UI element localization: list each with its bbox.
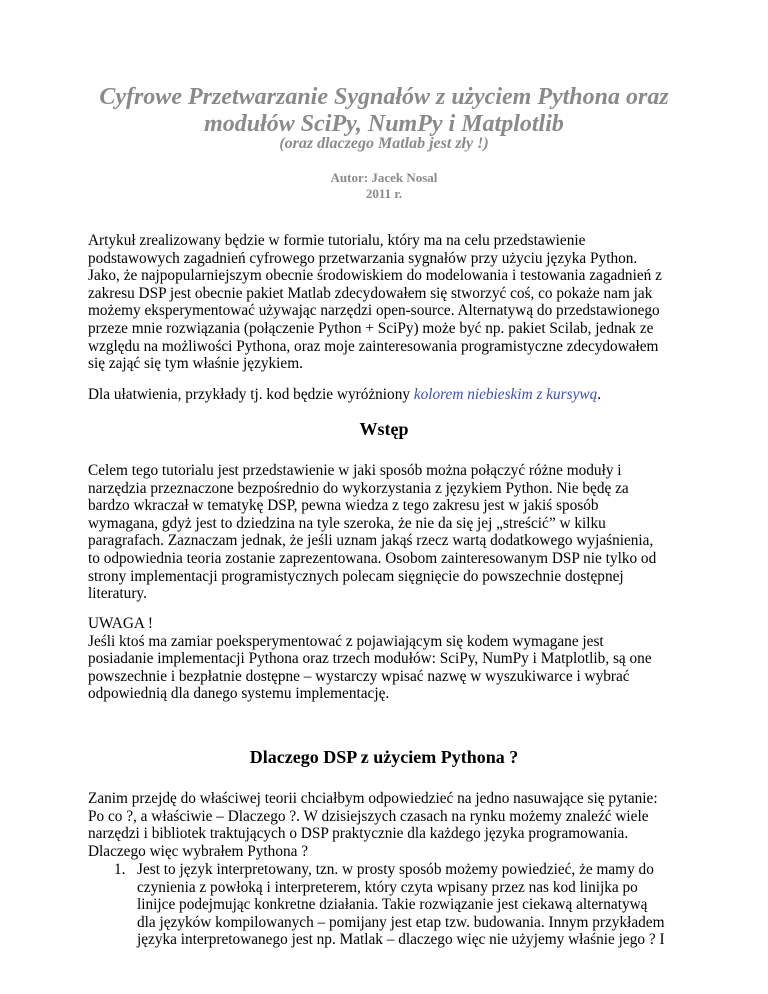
text-line: się zająć się tym właśnie językiem.	[88, 355, 303, 373]
text-line	[88, 386, 688, 404]
text-line: Po co ?, a właściwie – Dlaczego ?. W dzisiejszych czasach na rynku możemy znaleźć wiele	[88, 807, 649, 825]
text-line: narzędzia przeznaczone bezpośrednio do wykorzystania z językiem Python. Nie będę za	[88, 479, 629, 497]
warning-label: UWAGA !	[88, 615, 154, 632]
list-item-body	[137, 861, 665, 949]
text-line: podstawowych zagadnień cyfrowego przetwarzania sygnałów przy użyciu języka Python.	[88, 249, 638, 267]
text-line: dla języków kompilowanych – pomijany jest etap tzw. budowania. Innym przykładem	[137, 913, 665, 931]
text-line: języka interpretowanego jest np. Matlak – dlaczego więc nie użyjemy właśnie jego ? I	[137, 931, 665, 949]
warning-paragraph	[88, 615, 688, 703]
text-line: zakresu DSP jest obecnie pakiet Matlab zdecydowałem się stworzyć coś, co pokaże nam jak	[88, 284, 653, 302]
heading-wstep: Wstęp	[359, 419, 409, 439]
text-line: Celem tego tutorialu jest przedstawienie w jaki sposób można połączyć różne moduły i	[88, 462, 622, 479]
note-suffix: .	[597, 386, 602, 403]
text-line: Zanim przejdę do właściwej teorii chciałbym odpowiedzieć na jedno nasuwające się pytanie:	[88, 790, 658, 807]
text-line: Dlaczego więc wybrałem Pythona ?	[88, 842, 309, 860]
why-paragraph	[88, 790, 688, 860]
text-line: czynienia z powłoką i interpreterem, który czyta wpisany przez nas kod linijka po	[137, 878, 638, 896]
text-line: powszechnie i bezpłatnie dostępne – wystarczy wpisać nazwę w wyszukiwarce i wybrać	[88, 667, 630, 685]
code-style-note	[88, 386, 688, 404]
text-line: to odpowiednia teoria zostanie zaprezentowana. Osobom zainteresowanym DSP nie tylko od	[88, 549, 657, 567]
text-line: przeze mnie rozwiązania (połączenie Python + SciPy) może być np. pakiet Scilab, jednak ze	[88, 319, 654, 337]
intro-paragraph	[88, 232, 688, 373]
note-prefix: Dla ułatwienia, przykłady tj. kod będzie wyróżniony	[88, 386, 414, 403]
text-line: odpowiednią dla danego systemu implementację.	[88, 685, 390, 703]
text-line: możemy eksperymentować używając narzędzi open-source. Alternatywą do przedstawionego	[88, 302, 660, 320]
wstep-paragraph	[88, 462, 688, 603]
text-line: Jako, że najpopularniejszym obecnie środowiskiem do modelowania i testowania zagadnień z	[88, 267, 662, 285]
text-line: posiadanie implementacji Pythona oraz trzech modułów: SciPy, NumPy i Matplotlib, są one	[88, 650, 652, 668]
document-title	[60, 84, 708, 138]
text-line: bardzo wkraczał w tematykę DSP, pewna wiedza z tego zakresu jest w jakiś sposób	[88, 497, 599, 515]
text-line: strony implementacji programistycznych polecam sięgnięcie do powszechnie dostępnej	[88, 567, 624, 585]
text-line: narzędzi i bibliotek traktujących o DSP praktycznie dla każdego języka programowania.	[88, 825, 629, 843]
text-line: linijce podejmując konkretne działania. Takie rozwiązanie jest ciekawą alternatywą	[137, 896, 648, 914]
heading-why-python: Dlaczego DSP z użyciem Pythona ?	[249, 747, 519, 767]
text-line: paragrafach. Zaznaczam jednak, że jeśli uznam jakąś rzecz wartą dodatkowego wyjaśnienia,	[88, 532, 654, 550]
author-block	[60, 170, 708, 202]
title-line-2: modułów SciPy, NumPy i Matplotlib	[204, 111, 564, 137]
text-line: Artykuł zrealizowany będzie w formie tutorialu, który ma na celu przedstawienie	[88, 232, 586, 249]
title-line-1: Cyfrowe Przetwarzanie Sygnałów z użyciem Pythona oraz	[99, 84, 669, 110]
list-item-number: 1.	[114, 861, 126, 878]
author-year: 2011 r.	[365, 186, 403, 201]
document-subtitle: (oraz dlaczego Matlab jest zły !)	[279, 135, 489, 152]
text-line: względu na możliwości Pythona, oraz moje zainteresowania programistyczne zdecydowałem	[88, 337, 659, 355]
text-line: Jeśli ktoś ma zamiar poeksperymentować z pojawiającym się kodem wymagane jest	[88, 632, 604, 650]
text-line: wymagana, gdyż jest to dziedzina na tyle szeroka, że nie da się jej „streścić” w kilku	[88, 514, 606, 532]
author-name: Autor: Jacek Nosal	[330, 170, 438, 185]
note-highlight: kolorem niebieskim z kursywą	[413, 386, 598, 403]
text-line: Jest to język interpretowany, tzn. w prosty sposób możemy powiedzieć, że mamy do	[137, 861, 654, 878]
text-line: literatury.	[88, 585, 147, 603]
